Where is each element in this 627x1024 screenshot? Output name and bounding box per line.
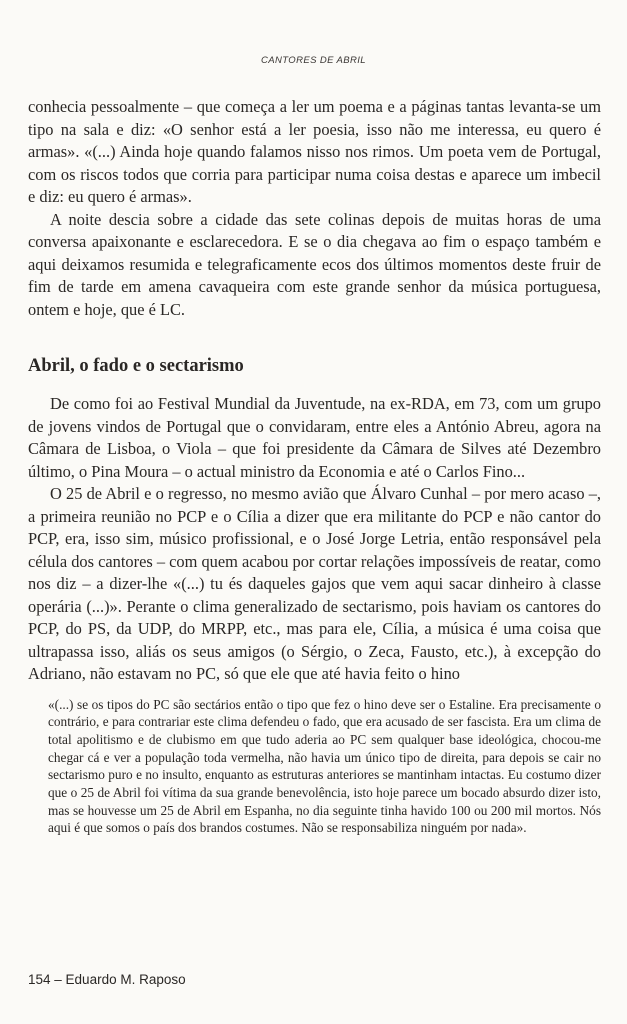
author-name: Eduardo M. Raposo: [65, 972, 186, 987]
page-number: 154: [28, 972, 51, 987]
paragraph-evening: A noite descia sobre a cidade das sete colinas depois de muitas horas de uma conversa apaixonante e esclarecedora. E se o dia chegava ao fim o espaço também e aqui deixamos resumida e telegraficamente ecos dos últimos momentos deste fruir de fim de tarde em amena cavaqueira com este grande senhor da música portuguesa, ontem e hoje, que é LC.: [28, 209, 601, 319]
page-body: [28, 96, 601, 837]
footer-separator: –: [50, 972, 66, 987]
running-head: CANTORES DE ABRIL: [261, 55, 366, 66]
paragraph-25-april: O 25 de Abril e o regresso, no mesmo avião que Álvaro Cunhal – por mero acaso –, a primeira reunião no PCP e o Cília a dizer que era militante do PCP e não cantor do PCP, era, isso sim, músico profissional, e o José Jorge Letria, então responsável pela célula dos cantores – com quem acabou por cortar relações impossíveis de reatar, como nos diz – a dizer-lhe «(...) tu és daqueles gajos que vem aqui sacar dinheiro à classe operária (...)». Perante o clima generalizado de sectarismo, pois haviam os cantores do PCP, do PS, da UDP, do MRPP, etc., mas para ele, Cília, a música é uma coisa que ultrapassa isso, aliás os seus amigos (o Sérgio, o Zeca, Fausto, etc.), à excepção do Adriano, não estavam no PC, só que ele que até havia feito o hino: [28, 484, 601, 683]
block-quote: «(...) se os tipos do PC são sectários então o tipo que fez o hino deve ser o Estaline. Era precisamente o contrário, e para contrariar este clima defendeu o fado, que era acusado de ser fascista. Era um clima de total apolitismo e de clubismo em que tudo aderia ao PC sem qualquer base ideológica, chocou-me chegar cá e ver a população toda vermelha, não havia um único tipo de direita, para depois se cair no sectarismo puro e no insulto, enquanto as estruturas anteriores se mantinham intactas. Eu costumo dizer que o 25 de Abril foi vítima da sua grande benevolência, isto hoje parece um bocado absurdo dizer isto, mas se houvesse um 25 de Abril em Espanha, no dia seguinte tinha havido 100 ou 200 mil mortos. Nós aqui é que somos o país dos brandos costumes. Não se responsabiliza ninguém por nada».: [48, 696, 601, 836]
paragraph-continued: conhecia pessoalmente – que começa a ler um poema e a páginas tantas levanta-se um tipo na sala e diz: «O senhor está a ler poesia, isso não me interessa, eu quero é armas». «(...) Ainda hoje quando falamos nisso nos rimos. Um poeta vem de Portugal, com os riscos todos que corria para participar numa coisa destas e aparece um imbecil e diz: eu quero é armas».: [28, 97, 601, 206]
page-footer: [28, 972, 186, 987]
section-heading: Abril, o fado e o sectarismo: [28, 356, 244, 376]
paragraph-festival: De como foi ao Festival Mundial da Juventude, na ex-RDA, em 73, com um grupo de jovens vindos de Portugal que o convidaram, entre eles a António Abreu, agora na Câmara de Lisboa, o Viola – que foi presidente da Câmara de Silves até Dezembro último, o Pina Moura – o actual ministro da Economia e até o Carlos Fino...: [28, 394, 601, 481]
